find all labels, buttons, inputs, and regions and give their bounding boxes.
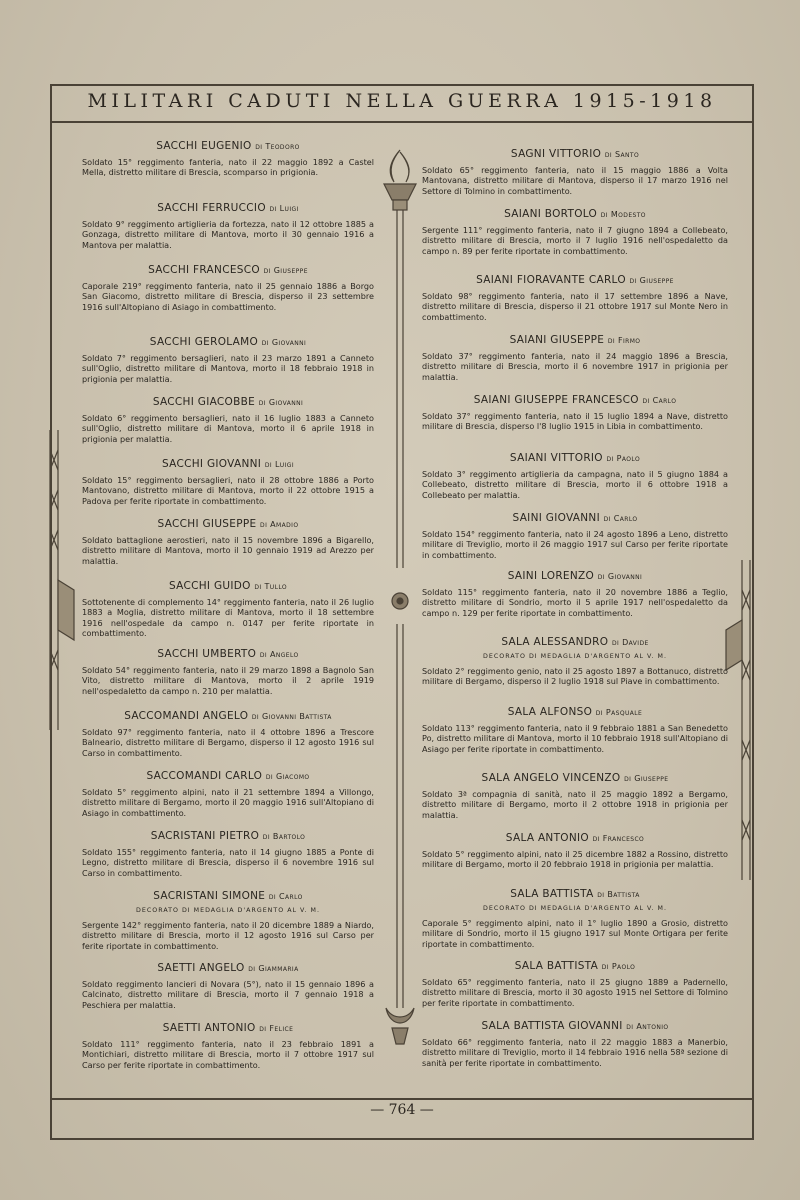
entry-name: SACCHI FERRUCCIO di Luigi <box>157 202 299 214</box>
list-item <box>82 396 374 444</box>
footer-rule-bottom <box>50 1138 754 1140</box>
entry-text: Sergente 142° reggimento fanteria, nato il 20 dicembre 1889 a Niardo, distretto militare di Brescia, morto il 12 agosto 1916 sul Carso per ferite riportate in combattimento. <box>82 920 374 951</box>
list-item <box>422 706 728 754</box>
entry-name: SAIANI VITTORIO di Paolo <box>509 452 641 464</box>
entry-text: Soldato 15° reggimento fanteria, nato il 22 maggio 1892 a Castel Mella, distretto militare di Brescia, scomparso in prigionia. <box>82 157 374 178</box>
entry-text: Soldato 111° reggimento fanteria, nato il 23 febbraio 1891 a Montichiari, distretto militare di Brescia, morto il 7 ottobre 1917 sul Carso per ferite riportate in combattimento. <box>82 1039 374 1070</box>
entry-name: SALA ANTONIO di Francesco <box>505 832 645 844</box>
entry-text: Soldato 66° reggimento fanteria, nato il 22 maggio 1883 a Manerbio, distretto militare di Treviglio, morto il 14 febbraio 1916 nella 58ª sezione di sanità per ferite riportate in combattimento. <box>422 1037 728 1068</box>
entry-text: Soldato 98° reggimento fanteria, nato il 17 settembre 1896 a Nave, distretto militare di Brescia, disperso il 21 ottobre 1917 sul Monte Nero in combattimento. <box>422 291 728 322</box>
entry-name: SAGNI VITTORIO di Santo <box>510 148 640 160</box>
list-item <box>82 962 374 1010</box>
entry-name: SAETTI ANTONIO di Felice <box>162 1022 294 1034</box>
entry-name: SAIANI GIUSEPPE di Firmo <box>509 334 641 346</box>
list-item <box>82 264 374 312</box>
entry-name: SACRISTANI SIMONE di Carlo <box>153 890 303 902</box>
entry-name: SACCHI GEROLAMO di Giovanni <box>149 336 307 348</box>
list-item <box>82 770 374 818</box>
decoration-note: DECORATO DI MEDAGLIA D'ARGENTO AL V. M. <box>483 653 667 660</box>
entry-text: Soldato 7° reggimento bersaglieri, nato il 23 marzo 1891 a Canneto sull'Oglio, distretto militare di Mantova, morto il 18 febbraio 1918 in prigionia per malattia. <box>82 353 374 384</box>
page-title: MILITARI CADUTI NELLA GUERRA 1915-1918 <box>87 90 717 112</box>
list-item <box>422 1020 728 1068</box>
entry-text: Soldato 54° reggimento fanteria, nato il 29 marzo 1898 a Bagnolo San Vito, distretto militare di Mantova, morto il 2 aprile 1919 nell'ospedaletto da campo n. 210 per malattia. <box>82 665 374 696</box>
entry-name: SACCHI GUIDO di Tullo <box>169 580 287 592</box>
list-item <box>422 570 728 618</box>
entry-name: SACCHI GIOVANNI di Luigi <box>162 458 294 470</box>
list-item <box>422 274 728 322</box>
entry-name: SALA BATTISTA di Battista <box>510 888 640 900</box>
entry-name: SALA ALESSANDRO di Davide <box>501 636 649 648</box>
entry-text: Soldato battaglione aerostieri, nato il 15 novembre 1896 a Bigarello, distretto militare di Mantova, morto il 10 gennaio 1919 ad Arezzo per malattia. <box>82 535 374 566</box>
entry-text: Soldato 154° reggimento fanteria, nato il 24 agosto 1896 a Leno, distretto militare di Treviglio, morto il 26 maggio 1917 sul Carso per ferite riportate in combattimento. <box>422 529 728 560</box>
list-item <box>82 336 374 384</box>
list-item <box>422 636 728 687</box>
page-number: — 764 — <box>370 1102 434 1118</box>
list-item <box>82 580 374 639</box>
list-item <box>422 960 728 1008</box>
entry-text: Sottotenente di complemento 14° reggimento fanteria, nato il 26 luglio 1883 a Moglia, distretto militare di Mantova, morto il 18 settembre 1916 nell'ospedale da campo n. 0147 per ferite riportate in combattimento. <box>82 597 374 639</box>
entry-name: SAIANI FIORAVANTE CARLO di Giuseppe <box>476 274 674 286</box>
list-item <box>422 772 728 820</box>
list-item <box>82 830 374 878</box>
entry-name: SAIANI GIUSEPPE FRANCESCO di Carlo <box>473 394 677 406</box>
entry-name: SAETTI ANGELO di Giammaria <box>157 962 299 974</box>
entry-name: SALA ANGELO VINCENZO di Giuseppe <box>481 772 669 784</box>
entry-text: Soldato 3ª compagnia di sanità, nato il 25 maggio 1892 a Bergamo, distretto militare di Bergamo, morto il 2 ottobre 1918 in prigionia per malattia. <box>422 789 728 820</box>
list-item <box>422 832 728 870</box>
list-item <box>422 888 728 949</box>
list-item <box>422 208 728 256</box>
list-item <box>422 512 728 560</box>
entry-name: SALA BATTISTA di Paolo <box>514 960 636 972</box>
entry-text: Soldato 9° reggimento artiglieria da fortezza, nato il 12 ottobre 1885 a Gonzaga, distretto militare di Mantova, morto il 30 gennaio 1916 a Mantova per malattia. <box>82 219 374 250</box>
footer-frame-right <box>752 1098 754 1138</box>
entry-text: Soldato 65° reggimento fanteria, nato il 25 giugno 1889 a Padernello, distretto militare di Brescia, morto il 30 agosto 1915 nel Settore di Tolmino per ferite riportate in combattimento. <box>422 977 728 1008</box>
entry-text: Caporale 5° reggimento alpini, nato il 1° luglio 1890 a Grosio, distretto militare di Sondrio, morto il 15 giugno 1917 sul Monte Ortigara per ferite riportate in combattimento. <box>422 918 728 949</box>
entry-name: SACCOMANDI ANGELO di Giovanni Battista <box>124 710 332 722</box>
list-item <box>82 518 374 566</box>
entry-text: Soldato 5° reggimento alpini, nato il 25 dicembre 1882 a Rossino, distretto militare di Bergamo, morto il 20 febbraio 1918 in prigionia per malattia. <box>422 849 728 870</box>
list-item <box>422 148 728 196</box>
header-rule <box>50 121 754 123</box>
entry-name: SACCHI FRANCESCO di Giuseppe <box>148 264 308 276</box>
entry-text: Soldato 65° reggimento fanteria, nato il 15 maggio 1886 a Volta Mantovana, distretto militare di Mantova, disperso il 17 marzo 1916 nel Settore di Tolmino in combattimento. <box>422 165 728 196</box>
entry-text: Sergente 111° reggimento fanteria, nato il 7 giugno 1894 a Collebeato, distretto militare di Brescia, morto il 7 luglio 1916 nell'ospedaletto da campo n. 89 per ferite riportate in combattimento. <box>422 225 728 256</box>
entry-text: Caporale 219° reggimento fanteria, nato il 25 gennaio 1886 a Borgo San Giacomo, distretto militare di Brescia, disperso il 23 settembre 1916 sull'Altopiano di Asiago in combattimento. <box>82 281 374 312</box>
entry-name: SALA ALFONSO di Pasquale <box>507 706 643 718</box>
entry-text: Soldato 113° reggimento fanteria, nato il 9 febbraio 1881 a San Benedetto Po, distretto militare di Mantova, morto il 10 febbraio 1918 sull'Altopiano di Asiago per ferite riportate in combattimento. <box>422 723 728 754</box>
entry-text: Soldato 37° reggimento fanteria, nato il 15 luglio 1894 a Nave, distretto militare di Brescia, disperso l'8 luglio 1915 in Libia in combattimento. <box>422 411 728 432</box>
entry-text: Soldato 97° reggimento fanteria, nato il 4 ottobre 1896 a Trescore Balneario, distretto militare di Bergamo, disperso il 12 agosto 1916 sul Carso in combattimento. <box>82 727 374 758</box>
list-item <box>422 334 728 382</box>
list-item <box>82 890 374 951</box>
entry-text: Soldato 15° reggimento bersaglieri, nato il 28 ottobre 1886 a Porto Mantovano, distretto militare di Mantova, morto il 22 ottobre 1915 a Padova per ferite riportate in combattimento. <box>82 475 374 506</box>
entry-text: Soldato 6° reggimento bersaglieri, nato il 16 luglio 1883 a Canneto sull'Oglio, distretto militare di Mantova, morto il 6 aprile 1918 in prigionia per malattia. <box>82 413 374 444</box>
entry-text: Soldato 155° reggimento fanteria, nato il 14 giugno 1885 a Ponte di Legno, distretto militare di Brescia, disperso il 6 novembre 1916 sul Carso in combattimento. <box>82 847 374 878</box>
entry-text: Soldato 115° reggimento fanteria, nato il 20 novembre 1886 a Teglio, distretto militare di Sondrio, morto il 5 aprile 1917 nell'ospedaletto da campo n. 129 per ferite riportate in combattimento. <box>422 587 728 618</box>
entry-name: SAINI GIOVANNI di Carlo <box>512 512 638 524</box>
decoration-note: DECORATO DI MEDAGLIA D'ARGENTO AL V. M. <box>136 907 320 914</box>
list-item <box>422 394 728 432</box>
list-item <box>422 452 728 500</box>
list-item <box>82 710 374 758</box>
entry-name: SACCHI GIACOBBE di Giovanni <box>152 396 304 408</box>
footer-rule-top <box>50 1098 754 1100</box>
list-item <box>82 648 374 696</box>
entry-text: Soldato 37° reggimento fanteria, nato il 24 maggio 1896 a Brescia, distretto militare di Brescia, morto il 6 novembre 1917 in prigionia per malattia. <box>422 351 728 382</box>
list-item <box>82 458 374 506</box>
entry-text: Soldato 3° reggimento artiglieria da campagna, nato il 5 giugno 1884 a Collebeato, distretto militare di Brescia, morto il 6 ottobre 1918 a Collebeato per malattia. <box>422 469 728 500</box>
decoration-note: DECORATO DI MEDAGLIA D'ARGENTO AL V. M. <box>483 905 667 912</box>
list-item <box>82 1022 374 1070</box>
entry-name: SALA BATTISTA GIOVANNI di Antonio <box>481 1020 669 1032</box>
entry-name: SACRISTANI PIETRO di Bartolo <box>150 830 306 842</box>
entry-text: Soldato 5° reggimento alpini, nato il 21 settembre 1894 a Villongo, distretto militare di Bergamo, morto il 20 maggio 1916 sull'Altopiano di Asiago in combattimento. <box>82 787 374 818</box>
entry-name: SACCOMANDI CARLO di Giacomo <box>146 770 310 782</box>
torch-ornament-icon <box>378 148 422 1048</box>
entry-text: Soldato reggimento lancieri di Novara (5°), nato il 15 gennaio 1896 a Calcinato, distretto militare di Brescia, morto il 7 gennaio 1918 a Peschiera per malattia. <box>82 979 374 1010</box>
entry-name: SAIANI BORTOLO di Modesto <box>504 208 646 220</box>
entry-name: SAINI LORENZO di Giovanni <box>507 570 643 582</box>
fasces-ornament-left-icon <box>30 430 78 730</box>
list-item <box>82 202 374 250</box>
list-item <box>82 140 374 178</box>
entry-name: SACCHI EUGENIO di Teodoro <box>156 140 300 152</box>
entry-name: SACCHI GIUSEPPE di Amadio <box>157 518 299 530</box>
entry-text: Soldato 2° reggimento genio, nato il 25 agosto 1897 a Bottanuco, distretto militare di Bergamo, disperso il 2 luglio 1918 sul Piave in combattimento. <box>422 666 728 687</box>
entry-name: SACCHI UMBERTO di Angelo <box>157 648 299 660</box>
